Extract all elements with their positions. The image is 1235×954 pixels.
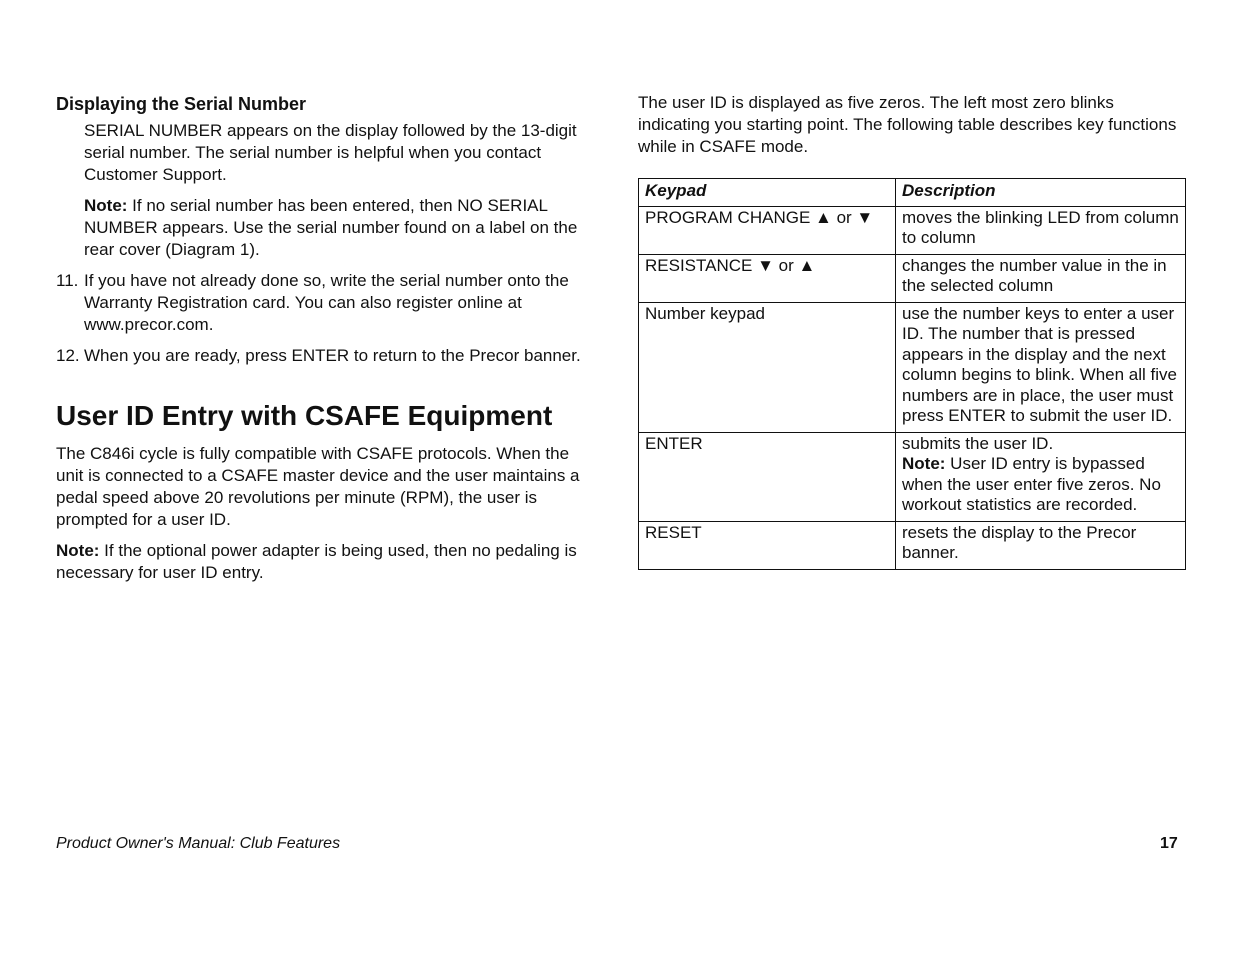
table-row [639, 206, 1186, 254]
serial-number-block [56, 120, 596, 261]
step-12 [56, 345, 596, 367]
keypad-cell: PROGRAM CHANGE ▲ or ▼ [639, 206, 896, 254]
serial-number-note [84, 195, 596, 261]
note-text: If the optional power adapter is being used, then no pedaling is necessary for user ID entry. [56, 541, 577, 582]
description-cell: changes the number value in the in the selected column [896, 254, 1186, 302]
step-text: When you are ready, press ENTER to return to the Precor banner. [84, 346, 581, 365]
section-title: User ID Entry with CSAFE Equipment [56, 400, 553, 431]
table-row [639, 432, 1186, 521]
table-row [639, 521, 1186, 569]
description-cell: moves the blinking LED from column to column [896, 206, 1186, 254]
note-label: Note: [902, 454, 946, 473]
keypad-cell: Number keypad [639, 302, 896, 432]
description-cell: resets the display to the Precor banner. [896, 521, 1186, 569]
table-row [639, 302, 1186, 432]
note-text: User ID entry is bypassed when the user enter five zeros. No workout statistics are recorded. [902, 454, 1161, 514]
keypad-cell: ENTER [639, 432, 896, 521]
description-note [902, 454, 1181, 516]
step-number: 12. [56, 346, 80, 365]
right-column [638, 92, 1186, 570]
description-cell: use the number keys to enter a user ID. The number that is pressed appears in the display and the next column begins to blink. When all five numbers are in place, the user must press ENTER to submit the user ID. [896, 302, 1186, 432]
serial-number-paragraph: SERIAL NUMBER appears on the display followed by the 13-digit serial number. The serial number is helpful when you contact Customer Support. [84, 121, 577, 184]
footer-title: Product Owner's Manual: Club Features [56, 835, 341, 852]
serial-number-heading: Displaying the Serial Number [56, 94, 307, 114]
csafe-intro: The user ID is displayed as five zeros. The left most zero blinks indicating you starting point. The following table describes key functions while in CSAFE mode. [638, 93, 1177, 156]
keypad-cell: RESET [639, 521, 896, 569]
keypad-cell: RESISTANCE ▼ or ▲ [639, 254, 896, 302]
note-text: If no serial number has been entered, then NO SERIAL NUMBER appears. Use the serial number found on a label on the rear cover (Diagram 1). [84, 196, 578, 259]
header-keypad: Keypad [639, 179, 896, 207]
page-number: 17 [1160, 835, 1178, 852]
note-label: Note: [84, 196, 128, 215]
keypad-table [638, 178, 1186, 570]
step-text: If you have not already done so, write the serial number onto the Warranty Registration card. You can also register online at www.precor.com. [84, 271, 569, 334]
description-cell [896, 432, 1186, 521]
section-note [56, 540, 596, 584]
table-header-row [639, 179, 1186, 207]
header-description: Description [896, 179, 1186, 207]
left-column [56, 92, 596, 584]
description-text: submits the user ID. [902, 433, 1054, 453]
step-11 [56, 270, 596, 336]
section-paragraph: The C846i cycle is fully compatible with CSAFE protocols. When the unit is connected to a CSAFE master device and the user maintains a pedal speed above 20 revolutions per minute (RPM), the user is prompted for a user ID. [56, 444, 580, 529]
table-row [639, 254, 1186, 302]
note-label: Note: [56, 541, 100, 560]
step-number: 11. [56, 271, 79, 290]
